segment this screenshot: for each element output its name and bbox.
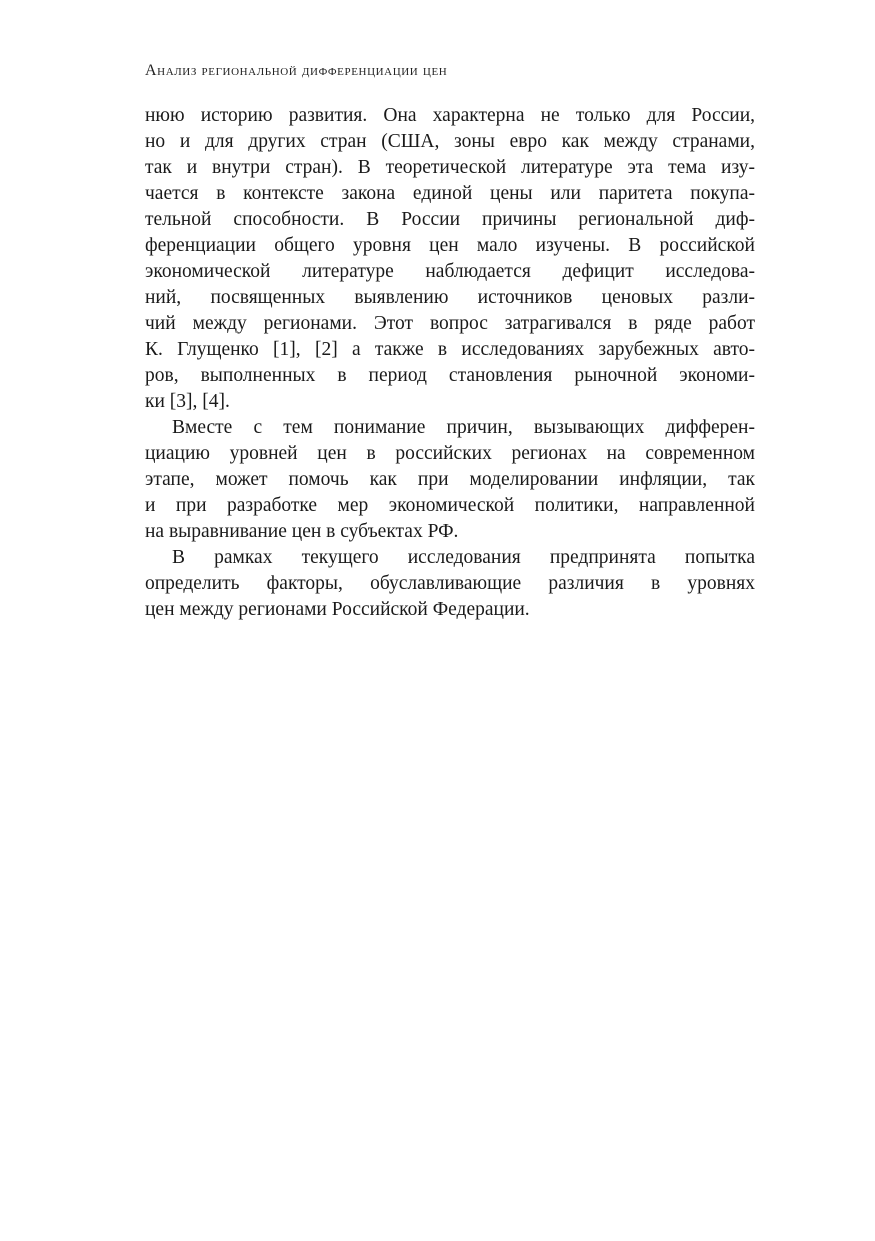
paragraph-3 xyxy=(145,545,755,623)
text-line: тельной способности. В России причины региональной диф- xyxy=(145,209,755,230)
text-line: ров, выполненных в период становления рыночной экономи- xyxy=(145,365,755,386)
text-line: на выравнивание цен в субъектах РФ. xyxy=(145,521,459,542)
text-line: ки [3], [4]. xyxy=(145,391,230,412)
paragraph-2 xyxy=(145,415,755,545)
text-line: чается в контексте закона единой цены или паритета покупа- xyxy=(145,183,755,204)
text-line: определить факторы, обуславливающие различия в уровнях xyxy=(145,573,755,594)
text-line: и при разработке мер экономической политики, направленной xyxy=(145,495,755,516)
text-line: чий между регионами. Этот вопрос затрагивался в ряде работ xyxy=(145,313,755,334)
body-text xyxy=(145,103,755,623)
text-line: К. Глущенко [1], [2] а также в исследованиях зарубежных авто- xyxy=(145,339,755,360)
text-line: цен между регионами Российской Федерации. xyxy=(145,599,530,620)
text-line: циацию уровней цен в российских регионах на современном xyxy=(145,443,755,464)
text-line: но и для других стран (США, зоны евро как между странами, xyxy=(145,131,755,152)
text-line: нюю историю развития. Она характерна не только для России, xyxy=(145,105,755,126)
text-line: экономической литературе наблюдается дефицит исследова- xyxy=(145,261,755,282)
text-line: так и внутри стран). В теоретической литературе эта тема изу- xyxy=(145,157,755,178)
text-line: ференциации общего уровня цен мало изучены. В российской xyxy=(145,235,755,256)
text-line: ний, посвященных выявлению источников ценовых разли- xyxy=(145,287,755,308)
paragraph-1 xyxy=(145,103,755,415)
text-line: Вместе с тем понимание причин, вызывающих дифферен- xyxy=(172,417,755,438)
text-line: этапе, может помочь как при моделировании инфляции, так xyxy=(145,469,755,490)
running-header: Анализ региональной дифференциации цен xyxy=(145,62,448,79)
text-line: В рамках текущего исследования предпринята попытка xyxy=(172,547,755,568)
